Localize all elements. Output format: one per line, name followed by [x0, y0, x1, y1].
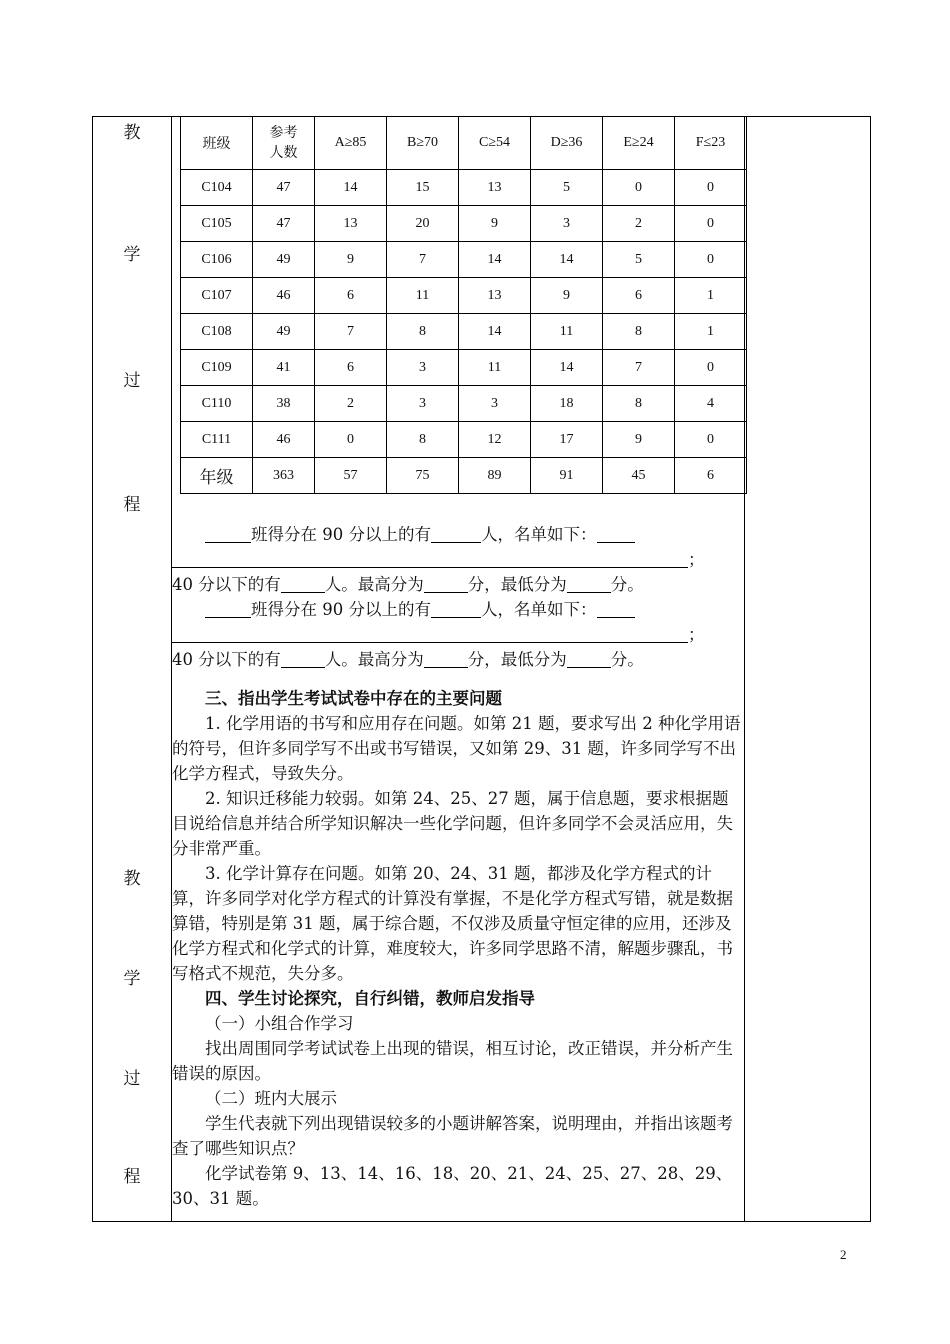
main-content [172, 522, 744, 1211]
table-cell-class: C108 [181, 314, 253, 350]
section3-paragraph-3: 3. 化学计算存在问题。如第 20、24、31 题，都涉及化学方程式的计算，许多同学对化学方程式的计算没有掌握，不是化学方程式写错，就是数据算错，特别是第 31 题，属于综合题，不仅涉及质量守恒定律的应用，还涉及化学方程式和化学式的计算，难度较大，许多同学思路不清，解题步骤乱，书写格式不规范，失分多。 [172, 864, 733, 983]
table-cell: 14 [459, 314, 531, 350]
blank-field[interactable] [172, 624, 688, 643]
blank-field[interactable] [424, 574, 468, 593]
table-cell: 15 [387, 170, 459, 206]
blank-field[interactable] [281, 574, 325, 593]
blank-text: ； [688, 625, 705, 644]
table-cell: 75 [387, 458, 459, 494]
table-cell-class: C107 [181, 278, 253, 314]
table-cell: 14 [531, 350, 603, 386]
table-cell: 2 [315, 386, 387, 422]
section4-subheading-2: （二）班内大展示 [205, 1089, 337, 1108]
table-cell: 6 [675, 458, 747, 494]
side-label-char: 程 [123, 495, 141, 515]
header-grade-d: D≥36 [531, 117, 603, 170]
table-cell: 6 [603, 278, 675, 314]
blank-line-2 [172, 547, 744, 572]
page-number: 2 [840, 1247, 847, 1262]
table-cell-class: C106 [181, 242, 253, 278]
table-cell: 17 [531, 422, 603, 458]
blank-text: 人，名单如下： [481, 600, 597, 619]
table-cell: 57 [315, 458, 387, 494]
blank-field[interactable] [205, 524, 251, 543]
table-cell: 5 [603, 242, 675, 278]
table-cell: 0 [603, 170, 675, 206]
side-label-char: 教 [123, 869, 141, 889]
table-cell: 14 [531, 242, 603, 278]
table-cell: 49 [253, 314, 315, 350]
blank-text: 人，名单如下： [481, 525, 597, 544]
spacer [172, 672, 744, 686]
section4-paragraph-2: 学生代表就下列出现错误较多的小题讲解答案，说明理由，并指出该题考查了哪些知识点？ [172, 1114, 733, 1158]
header-grade-f: F≤23 [675, 117, 747, 170]
table-cell: 0 [315, 422, 387, 458]
blank-line-5 [172, 622, 744, 647]
table-cell: 47 [253, 206, 315, 242]
table-cell: 8 [603, 386, 675, 422]
table-cell: 20 [387, 206, 459, 242]
score-distribution-table [180, 116, 747, 494]
blank-field[interactable] [281, 649, 325, 668]
table-cell: 12 [459, 422, 531, 458]
header-grade-a: A≥85 [315, 117, 387, 170]
blank-field[interactable] [597, 524, 635, 543]
table-cell: 13 [459, 170, 531, 206]
table-body [181, 170, 747, 494]
table-cell: 18 [531, 386, 603, 422]
blank-line-1 [172, 522, 744, 547]
table-row [181, 422, 747, 458]
table-cell-class: C110 [181, 386, 253, 422]
table-cell: 9 [531, 278, 603, 314]
table-cell-class: C105 [181, 206, 253, 242]
blank-field[interactable] [597, 599, 635, 618]
table-cell: 1 [675, 314, 747, 350]
table-cell: 2 [603, 206, 675, 242]
blank-field[interactable] [567, 574, 611, 593]
table-cell: 0 [675, 206, 747, 242]
section4-subheading-1: （一）小组合作学习 [205, 1014, 354, 1033]
blank-text: 班得分在 90 分以上的有 [251, 600, 431, 619]
blank-text: 分，最低分为 [467, 575, 567, 594]
section4-paragraph-1: 找出周围同学考试试卷上出现的错误，相互讨论，改正错误，并分析产生错误的原因。 [172, 1039, 733, 1083]
table-cell: 45 [603, 458, 675, 494]
blank-line-4 [172, 597, 744, 622]
table-cell-class: C109 [181, 350, 253, 386]
table-cell: 38 [253, 386, 315, 422]
table-cell: 13 [459, 278, 531, 314]
blank-text: 人。最高分为 [324, 650, 424, 669]
table-cell: 0 [675, 170, 747, 206]
header-grade-b: B≥70 [387, 117, 459, 170]
side-label-char: 过 [123, 1069, 141, 1089]
table-cell: 3 [531, 206, 603, 242]
table-cell: 8 [603, 314, 675, 350]
table-row [181, 314, 747, 350]
table-row [181, 458, 747, 494]
section3-paragraph-2: 2. 知识迁移能力较弱。如第 24、25、27 题，属于信息题，要求根据题目说给信息并结合所学知识解决一些化学问题，但许多同学不会灵活应用，失分非常严重。 [172, 789, 733, 858]
table-cell: 363 [253, 458, 315, 494]
table-cell: 3 [387, 350, 459, 386]
table-cell: 41 [253, 350, 315, 386]
table-cell: 6 [315, 350, 387, 386]
table-header-row [181, 117, 747, 170]
table-cell: 0 [675, 350, 747, 386]
table-cell: 46 [253, 422, 315, 458]
blank-field[interactable] [172, 549, 688, 568]
side-label-char: 程 [123, 1167, 141, 1187]
blank-text: ； [688, 550, 705, 569]
table-cell: 9 [315, 242, 387, 278]
table-cell: 91 [531, 458, 603, 494]
table-cell: 46 [253, 278, 315, 314]
table-cell: 8 [387, 422, 459, 458]
table-cell: 3 [459, 386, 531, 422]
table-cell: 49 [253, 242, 315, 278]
blank-field[interactable] [424, 649, 468, 668]
blank-line-6 [172, 647, 744, 672]
side-label-char: 学 [123, 245, 141, 265]
side-label-char: 学 [123, 969, 141, 989]
blank-text: 40 分以下的有 [172, 650, 281, 669]
blank-text: 40 分以下的有 [172, 575, 281, 594]
table-row [181, 278, 747, 314]
table-cell: 11 [459, 350, 531, 386]
table-cell: 3 [387, 386, 459, 422]
table-cell: 14 [459, 242, 531, 278]
header-grade-e: E≥24 [603, 117, 675, 170]
side-label-char: 过 [123, 371, 141, 391]
table-row [181, 170, 747, 206]
blank-field[interactable] [567, 649, 611, 668]
table-cell: 6 [315, 278, 387, 314]
table-cell: 47 [253, 170, 315, 206]
table-cell: 7 [603, 350, 675, 386]
table-cell-class: 年级 [181, 458, 253, 494]
header-count-line1: 参考 [269, 125, 298, 141]
table-cell: 4 [675, 386, 747, 422]
section4-title: 四、学生讨论探究，自行纠错，教师启发指导 [205, 989, 535, 1008]
blank-text: 分。 [610, 650, 644, 669]
header-class: 班级 [181, 117, 253, 170]
table-cell: 0 [675, 242, 747, 278]
table-cell: 7 [387, 242, 459, 278]
section3-title: 三、指出学生考试试卷中存在的主要问题 [205, 689, 502, 708]
table-cell-class: C111 [181, 422, 253, 458]
table-cell: 0 [675, 422, 747, 458]
blank-text: 分。 [610, 575, 644, 594]
header-grade-c: C≥54 [459, 117, 531, 170]
table-cell: 11 [387, 278, 459, 314]
section4-paragraph-3: 化学试卷第 9、13、14、16、18、20、21、24、25、27、28、29、30、31 题。 [172, 1164, 733, 1208]
table-cell: 7 [315, 314, 387, 350]
header-count [253, 117, 315, 170]
header-count-line2: 人数 [269, 145, 298, 161]
table-cell-class: C104 [181, 170, 253, 206]
table-row [181, 206, 747, 242]
side-label-char: 教 [123, 123, 141, 143]
blank-field[interactable] [431, 599, 481, 618]
table-cell: 9 [603, 422, 675, 458]
table-cell: 89 [459, 458, 531, 494]
table-cell: 1 [675, 278, 747, 314]
table-row [181, 350, 747, 386]
blank-text: 班得分在 90 分以上的有 [251, 525, 431, 544]
table-row [181, 386, 747, 422]
table-cell: 13 [315, 206, 387, 242]
table-cell: 8 [387, 314, 459, 350]
blank-text: 分，最低分为 [467, 650, 567, 669]
section3-paragraph-1: 1. 化学用语的书写和应用存在问题。如第 21 题，要求写出 2 种化学用语的符号，但许多同学写不出或书写错误，又如第 29、31 题，许多同学写不出化学方程式，导致失分。 [172, 714, 741, 783]
table-row [181, 242, 747, 278]
table-cell: 5 [531, 170, 603, 206]
table-cell: 9 [459, 206, 531, 242]
blank-field[interactable] [205, 599, 251, 618]
table-cell: 14 [315, 170, 387, 206]
table-cell: 11 [531, 314, 603, 350]
blank-text: 人。最高分为 [324, 575, 424, 594]
blank-line-3 [172, 572, 744, 597]
blank-field[interactable] [431, 524, 481, 543]
